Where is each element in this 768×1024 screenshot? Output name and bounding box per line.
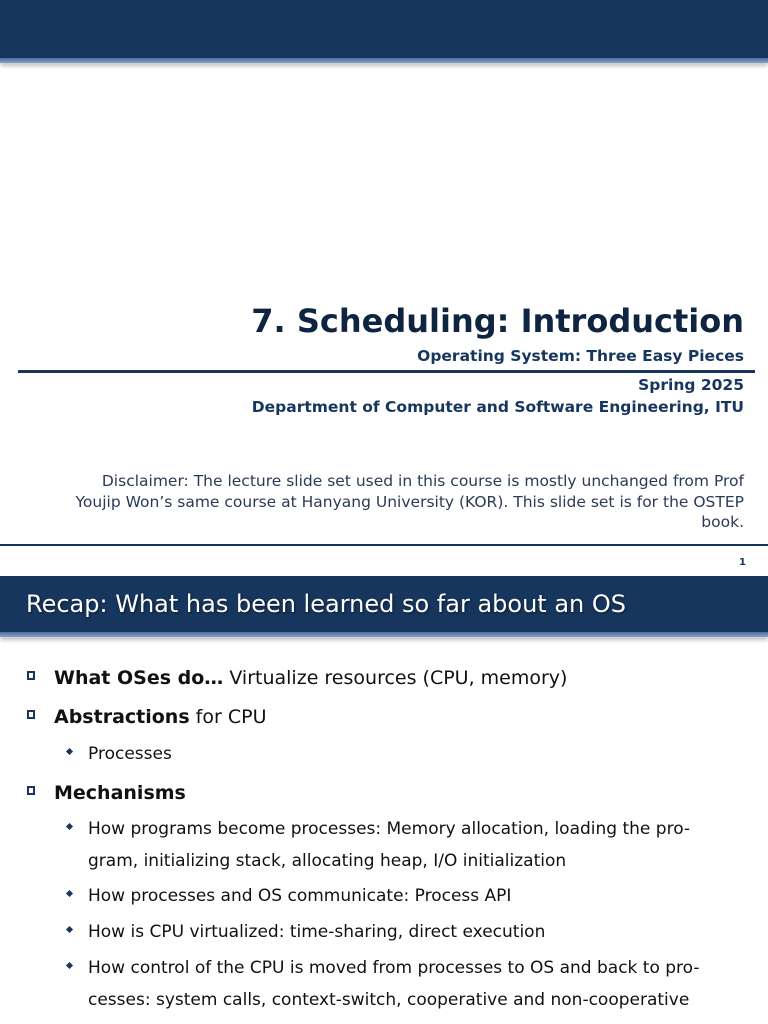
diamond-bullet-icon [66, 823, 73, 830]
bullet-what-oses-do [54, 667, 567, 689]
disclaimer: Disclaimer: The lecture slide set used in this course is mostly unchanged from Prof Youjip Won’s same course at Hanyang University (KOR). This slide set is for the OSTEP book. [75, 472, 744, 531]
bullet-bold: What OSes do… [54, 667, 224, 689]
sub-bullet: How is CPU virtualized: time-sharing, direct execution [88, 922, 546, 942]
diamond-bullet-icon [66, 962, 73, 969]
square-bullet-icon [27, 786, 35, 795]
bullet-bold: Mechanisms [54, 782, 186, 804]
square-bullet-icon [27, 710, 35, 719]
title-rule [18, 370, 755, 373]
sub-bullet: How control of the CPU is moved from processes to OS and back to pro-cesses: system calls, context-switch, cooperative and non-cooperative [88, 958, 700, 1010]
bullet-abstractions [54, 706, 266, 728]
slide2-header-strip [0, 632, 768, 637]
page-number: 1 [739, 557, 746, 568]
slide-divider [0, 544, 768, 546]
sub-bullet: Processes [88, 744, 172, 764]
square-bullet-icon [27, 671, 35, 680]
slide-subtitle: Operating System: Three Easy Pieces [417, 347, 744, 365]
slide1-header-bar [0, 0, 768, 58]
bullet-text: for CPU [189, 706, 267, 728]
slide1-header-strip [0, 58, 768, 63]
diamond-bullet-icon [66, 890, 73, 897]
bullet-text: Virtualize resources (CPU, memory) [223, 667, 568, 689]
sub-bullet: How processes and OS communicate: Process API [88, 886, 512, 906]
term: Spring 2025 [638, 376, 744, 394]
bullet-bold: Abstractions [54, 706, 190, 728]
diamond-bullet-icon [66, 926, 73, 933]
slide2-title: Recap: What has been learned so far about an OS [26, 590, 626, 618]
department: Department of Computer and Software Engineering, ITU [251, 398, 744, 416]
bullet-mechanisms [54, 782, 186, 804]
sub-bullet: How programs become processes: Memory allocation, loading the pro-gram, initializing stack, allocating heap, I/O initialization [88, 819, 691, 871]
slide-title: 7. Scheduling: Introduction [251, 302, 744, 340]
diamond-bullet-icon [66, 748, 73, 755]
